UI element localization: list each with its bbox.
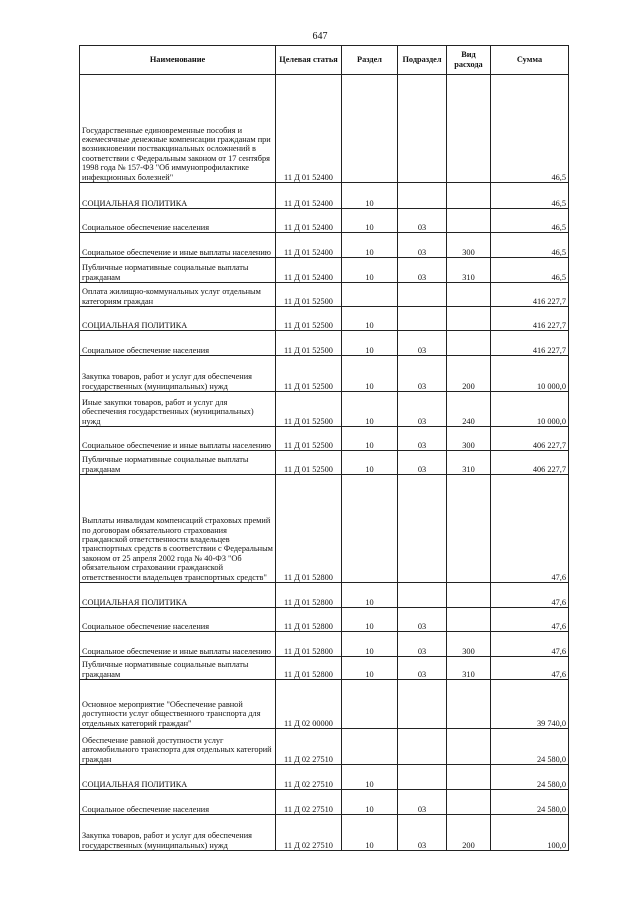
row-subsection: 03: [398, 331, 447, 356]
budget-table: [79, 45, 569, 851]
row-subsection: [398, 583, 447, 608]
table-row: [80, 427, 569, 451]
row-expense-type: [447, 307, 491, 331]
row-expense-type: [447, 283, 491, 307]
row-expense-type: [447, 475, 491, 583]
row-sum: 416 227,7: [491, 283, 569, 307]
row-sum: 47,6: [491, 632, 569, 657]
row-code: 11 Д 02 27510: [276, 729, 342, 765]
table-row: [80, 475, 569, 583]
row-section: [342, 283, 398, 307]
row-section: [342, 75, 398, 183]
row-section: [342, 475, 398, 583]
row-subsection: [398, 283, 447, 307]
row-sum: 47,6: [491, 583, 569, 608]
row-sum: 406 227,7: [491, 427, 569, 451]
row-name: Публичные нормативные социальные выплаты гражданам: [80, 657, 276, 680]
table-row: [80, 657, 569, 680]
row-subsection: 03: [398, 790, 447, 815]
row-section: 10: [342, 451, 398, 475]
row-section: 10: [342, 815, 398, 851]
row-name: Социальное обеспечение и иные выплаты населению: [80, 632, 276, 657]
row-expense-type: [447, 765, 491, 790]
page-number: 647: [312, 31, 328, 42]
row-section: 10: [342, 790, 398, 815]
row-subsection: 03: [398, 258, 447, 283]
row-name: СОЦИАЛЬНАЯ ПОЛИТИКА: [80, 765, 276, 790]
table-header-row: [80, 46, 569, 75]
row-sum: 24 580,0: [491, 765, 569, 790]
row-code: 11 Д 01 52500: [276, 331, 342, 356]
row-code: 11 Д 02 27510: [276, 815, 342, 851]
row-code: 11 Д 01 52500: [276, 283, 342, 307]
table-row: [80, 75, 569, 183]
row-code: 11 Д 01 52500: [276, 356, 342, 392]
row-code: 11 Д 01 52800: [276, 475, 342, 583]
row-sum: 46,5: [491, 233, 569, 258]
table-row: [80, 258, 569, 283]
row-code: 11 Д 01 52500: [276, 307, 342, 331]
row-subsection: [398, 729, 447, 765]
row-sum: 47,6: [491, 608, 569, 632]
table-row: [80, 356, 569, 392]
row-sum: 416 227,7: [491, 331, 569, 356]
row-code: 11 Д 01 52800: [276, 583, 342, 608]
table-row: [80, 608, 569, 632]
row-section: 10: [342, 258, 398, 283]
table-row: [80, 392, 569, 427]
row-code: 11 Д 01 52800: [276, 657, 342, 680]
header-code: Целевая статья: [276, 46, 342, 75]
row-section: [342, 729, 398, 765]
header-sum: Сумма: [491, 46, 569, 75]
header-expense-type: Вид расхода: [447, 46, 491, 75]
row-code: 11 Д 01 52500: [276, 392, 342, 427]
table-row: [80, 209, 569, 233]
row-code: 11 Д 01 52400: [276, 233, 342, 258]
row-sum: 46,5: [491, 209, 569, 233]
row-sum: 39 740,0: [491, 680, 569, 729]
row-sum: 416 227,7: [491, 307, 569, 331]
row-expense-type: 200: [447, 356, 491, 392]
row-sum: 100,0: [491, 815, 569, 851]
row-section: 10: [342, 183, 398, 209]
row-subsection: 03: [398, 209, 447, 233]
row-section: 10: [342, 307, 398, 331]
row-name: Иные закупки товаров, работ и услуг для обеспечения государственных (муниципальных) нужд: [80, 392, 276, 427]
row-subsection: [398, 183, 447, 209]
row-expense-type: [447, 680, 491, 729]
row-expense-type: 310: [447, 657, 491, 680]
row-code: 11 Д 01 52400: [276, 183, 342, 209]
row-subsection: [398, 475, 447, 583]
row-section: 10: [342, 765, 398, 790]
row-expense-type: [447, 331, 491, 356]
row-expense-type: 310: [447, 451, 491, 475]
row-name: СОЦИАЛЬНАЯ ПОЛИТИКА: [80, 307, 276, 331]
row-code: 11 Д 01 52500: [276, 451, 342, 475]
table-row: [80, 307, 569, 331]
row-expense-type: [447, 608, 491, 632]
row-code: 11 Д 01 52800: [276, 632, 342, 657]
row-subsection: 03: [398, 451, 447, 475]
table-row: [80, 632, 569, 657]
row-subsection: 03: [398, 427, 447, 451]
row-sum: 46,5: [491, 258, 569, 283]
row-name: Социальное обеспечение и иные выплаты населению: [80, 427, 276, 451]
row-name: Социальное обеспечение населения: [80, 209, 276, 233]
row-name: Закупка товаров, работ и услуг для обеспечения государственных (муниципальных) нужд: [80, 356, 276, 392]
table-row: [80, 680, 569, 729]
table-row: [80, 729, 569, 765]
row-section: 10: [342, 392, 398, 427]
row-sum: 10 000,0: [491, 356, 569, 392]
row-name: Публичные нормативные социальные выплаты гражданам: [80, 258, 276, 283]
row-name: Социальное обеспечение населения: [80, 790, 276, 815]
row-name: Публичные нормативные социальные выплаты гражданам: [80, 451, 276, 475]
table-row: [80, 790, 569, 815]
row-name: Выплаты инвалидам компенсаций страховых премий по договорам обязательного страхования гражданской ответственности владельцев транспортных средств в соответствии с Федеральным законом от 25 апреля 2002 года № 40-ФЗ "Об обязательном страховании гражданской ответственности владельцев транспортных средств": [80, 475, 276, 583]
row-name: Социальное обеспечение населения: [80, 608, 276, 632]
header-name: Наименование: [80, 46, 276, 75]
row-subsection: 03: [398, 233, 447, 258]
row-name: СОЦИАЛЬНАЯ ПОЛИТИКА: [80, 583, 276, 608]
row-code: 11 Д 02 00000: [276, 680, 342, 729]
row-subsection: 03: [398, 815, 447, 851]
row-sum: 24 580,0: [491, 729, 569, 765]
row-sum: 47,6: [491, 657, 569, 680]
table-row: [80, 233, 569, 258]
row-expense-type: 200: [447, 815, 491, 851]
row-sum: 406 227,7: [491, 451, 569, 475]
row-subsection: 03: [398, 608, 447, 632]
row-expense-type: [447, 75, 491, 183]
table-row: [80, 183, 569, 209]
row-sum: 24 580,0: [491, 790, 569, 815]
row-name: Оплата жилищно-коммунальных услуг отдельным категориям граждан: [80, 283, 276, 307]
row-sum: 46,5: [491, 183, 569, 209]
row-code: 11 Д 02 27510: [276, 765, 342, 790]
row-code: 11 Д 01 52800: [276, 608, 342, 632]
row-section: 10: [342, 356, 398, 392]
row-name: Социальное обеспечение и иные выплаты населению: [80, 233, 276, 258]
row-expense-type: [447, 209, 491, 233]
table-body: [80, 75, 569, 851]
row-subsection: [398, 307, 447, 331]
row-name: Закупка товаров, работ и услуг для обеспечения государственных (муниципальных) нужд: [80, 815, 276, 851]
table-row: [80, 765, 569, 790]
row-section: 10: [342, 427, 398, 451]
row-section: 10: [342, 608, 398, 632]
row-expense-type: 300: [447, 233, 491, 258]
row-sum: 10 000,0: [491, 392, 569, 427]
table-row: [80, 815, 569, 851]
row-subsection: [398, 765, 447, 790]
row-name: Государственные единовременные пособия и ежемесячные денежные компенсации гражданам при возникновении поствакцинальных осложнений в соответствии с Федеральным законом от 17 сентября 1998 года № 157-ФЗ "Об иммунопрофилактике инфекционных болезней": [80, 75, 276, 183]
row-subsection: 03: [398, 632, 447, 657]
row-expense-type: 240: [447, 392, 491, 427]
row-section: 10: [342, 632, 398, 657]
row-section: 10: [342, 209, 398, 233]
row-subsection: 03: [398, 657, 447, 680]
row-sum: 46,5: [491, 75, 569, 183]
table-row: [80, 451, 569, 475]
row-expense-type: 310: [447, 258, 491, 283]
row-code: 11 Д 01 52400: [276, 209, 342, 233]
row-code: 11 Д 01 52500: [276, 427, 342, 451]
row-section: 10: [342, 331, 398, 356]
row-subsection: 03: [398, 392, 447, 427]
row-expense-type: [447, 183, 491, 209]
row-section: 10: [342, 233, 398, 258]
row-name: Обеспечение равной доступности услуг автомобильного транспорта для отдельных категорий граждан: [80, 729, 276, 765]
row-expense-type: [447, 583, 491, 608]
row-expense-type: 300: [447, 427, 491, 451]
row-name: Социальное обеспечение населения: [80, 331, 276, 356]
row-subsection: [398, 75, 447, 183]
header-section: Раздел: [342, 46, 398, 75]
row-expense-type: 300: [447, 632, 491, 657]
row-sum: 47,6: [491, 475, 569, 583]
row-section: 10: [342, 583, 398, 608]
row-subsection: [398, 680, 447, 729]
header-subsection: Подраздел: [398, 46, 447, 75]
row-code: 11 Д 01 52400: [276, 75, 342, 183]
row-code: 11 Д 01 52400: [276, 258, 342, 283]
row-code: 11 Д 02 27510: [276, 790, 342, 815]
row-name: СОЦИАЛЬНАЯ ПОЛИТИКА: [80, 183, 276, 209]
table-row: [80, 583, 569, 608]
table-row: [80, 331, 569, 356]
row-name: Основное мероприятие "Обеспечение равной доступности услуг общественного транспорта для отдельных категорий граждан": [80, 680, 276, 729]
row-expense-type: [447, 790, 491, 815]
row-section: 10: [342, 657, 398, 680]
row-section: [342, 680, 398, 729]
row-expense-type: [447, 729, 491, 765]
row-subsection: 03: [398, 356, 447, 392]
table-row: [80, 283, 569, 307]
